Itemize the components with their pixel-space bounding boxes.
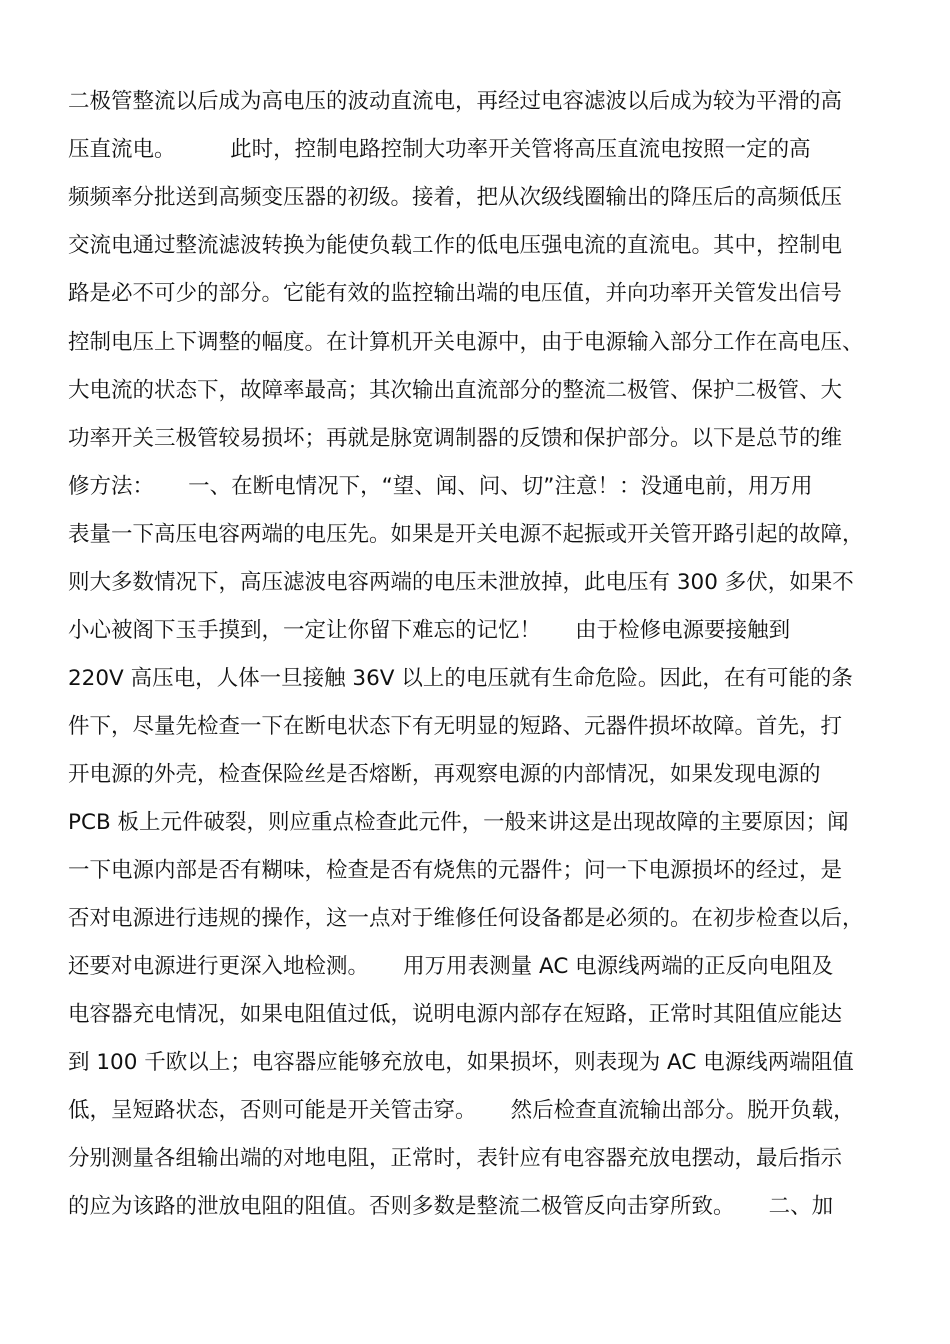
body-text-line: 二极管整流以后成为高电压的波动直流电，再经过电容滤波以后成为较为平滑的高	[68, 89, 843, 114]
body-text-line: 到 100 千欧以上；电容器应能够充放电，如果损坏，则表现为 AC 电源线两端阻值	[68, 1050, 854, 1075]
body-text-line: 控制电压上下调整的幅度。在计算机开关电源中，由于电源输入部分工作在高电压、	[68, 330, 864, 355]
body-text-line: 低，呈短路状态，否则可能是开关管击穿。 然后检查直流输出部分。脱开负载，	[68, 1098, 855, 1123]
body-text-line: 表量一下高压电容两端的电压先。如果是开关电源不起振或开关管开路引起的故障，	[68, 522, 864, 547]
body-text-line: 路是必不可少的部分。它能有效的监控输出端的电压值，并向功率开关管发出信号	[68, 281, 843, 306]
body-text-line: 频频率分批送到高频变压器的初级。接着，把从次级线圈输出的降压后的高频低压	[68, 185, 843, 210]
body-text-line: 压直流电。 此时，控制电路控制大功率开关管将高压直流电按照一定的高	[68, 137, 811, 162]
body-text-line: 的应为该路的泄放电阻的阻值。否则多数是整流二极管反向击穿所致。 二、加	[68, 1194, 834, 1219]
body-text-line: 件下，尽量先检查一下在断电状态下有无明显的短路、元器件损坏故障。首先，打	[68, 714, 843, 739]
body-text-line: 220V 高压电，人体一旦接触 36V 以上的电压就有生命危险。因此，在有可能的条	[68, 666, 853, 691]
body-text-line: 一下电源内部是否有糊味，检查是否有烧焦的元器件；问一下电源损坏的经过，是	[68, 858, 843, 883]
body-text-line: 还要对电源进行更深入地检测。 用万用表测量 AC 电源线两端的正反向电阻及	[68, 954, 834, 979]
body-text-line: 小心被阁下玉手摸到，一定让你留下难忘的记忆！ 由于检修电源要接触到	[68, 618, 791, 643]
body-text-line: 功率开关三极管较易损坏；再就是脉宽调制器的反馈和保护部分。以下是总节的维	[68, 426, 843, 451]
body-text-line: 交流电通过整流滤波转换为能使负载工作的低电压强电流的直流电。其中，控制电	[68, 233, 843, 258]
body-text-line: 大电流的状态下，故障率最高；其次输出直流部分的整流二极管、保护二极管、大	[68, 378, 843, 403]
body-text-line: 则大多数情况下，高压滤波电容两端的电压未泄放掉，此电压有 300 多伏，如果不	[68, 570, 854, 595]
body-text-line: 电容器充电情况，如果电阻值过低，说明电源内部存在短路，正常时其阻值应能达	[68, 1002, 843, 1027]
body-text-line: 否对电源进行违规的操作，这一点对于维修任何设备都是必须的。在初步检查以后，	[68, 906, 864, 931]
body-text-line: 分别测量各组输出端的对地电阻，正常时，表针应有电容器充放电摆动，最后指示	[68, 1146, 843, 1171]
body-text-line: 修方法： 一、在断电情况下，“望、闻、问、切”注意！：没通电前，用万用	[68, 474, 813, 499]
body-text-line: 开电源的外壳，检查保险丝是否熔断，再观察电源的内部情况，如果发现电源的	[68, 762, 821, 787]
body-text-line: PCB 板上元件破裂，则应重点检查此元件，一般来讲这是出现故障的主要原因；闻	[68, 810, 849, 835]
